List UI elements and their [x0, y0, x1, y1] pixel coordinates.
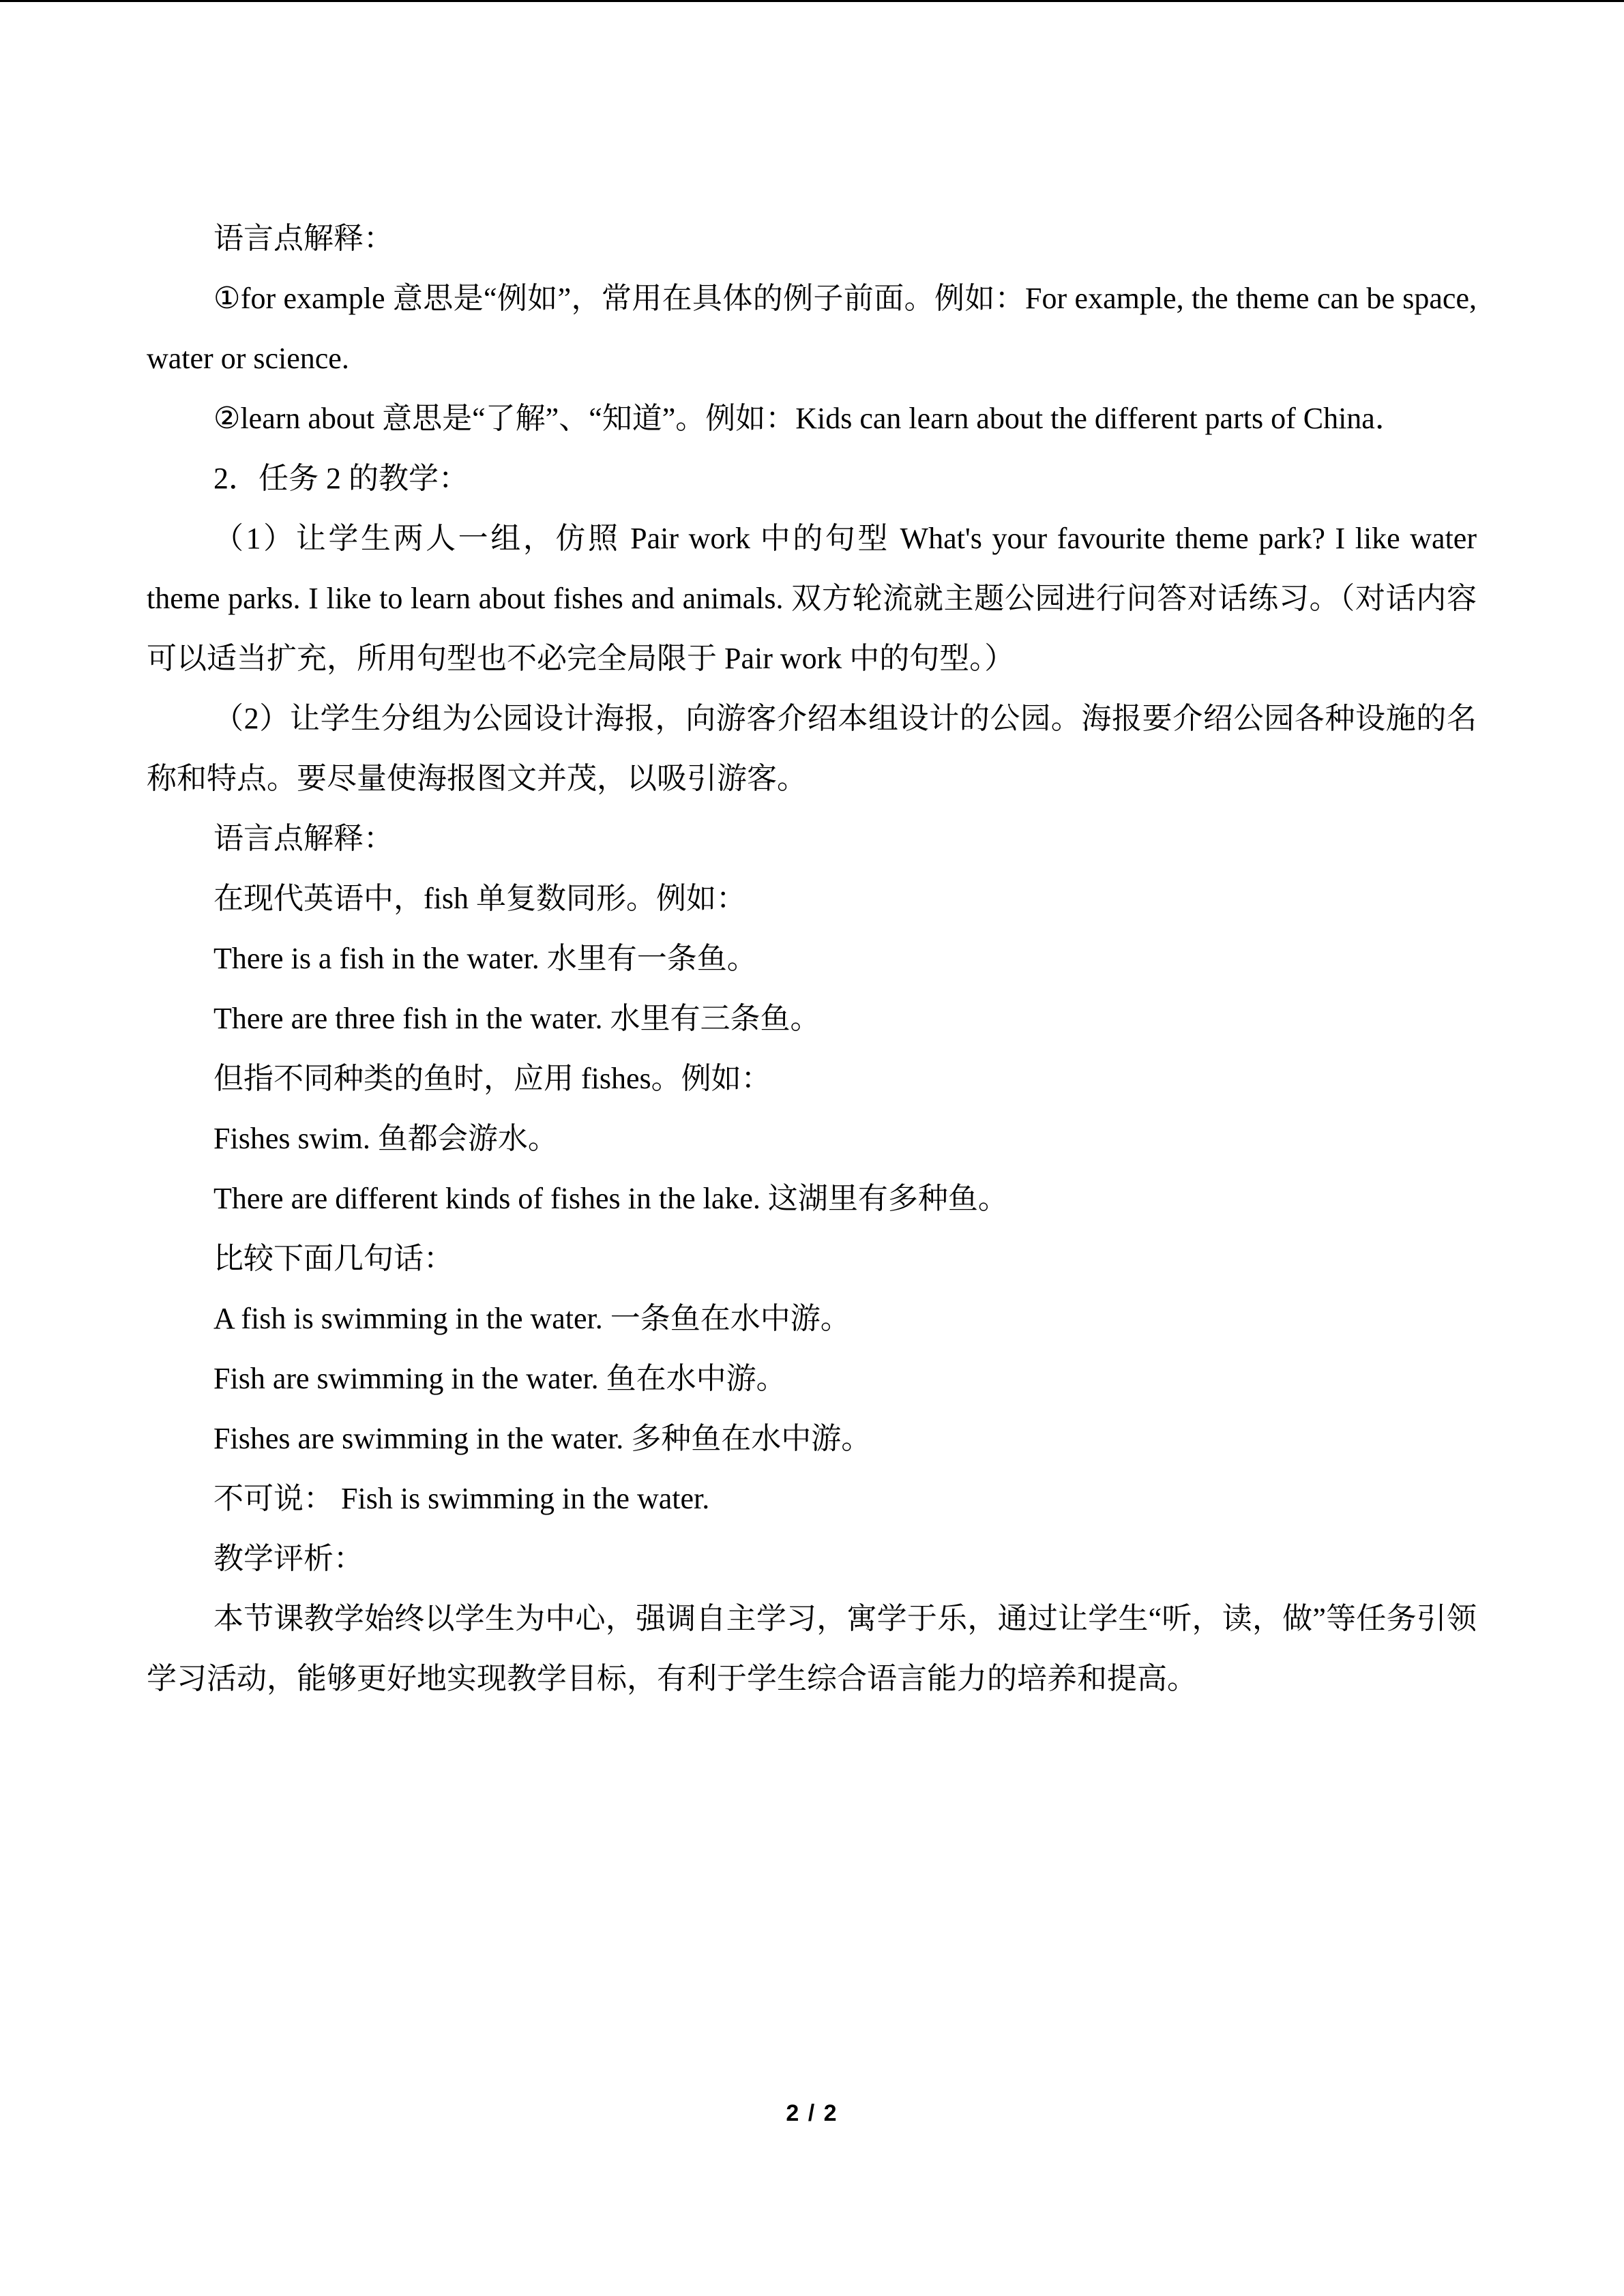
task-2-step-2: （2）让学生分组为公园设计海报，向游客介绍本组设计的公园。海报要介绍公园各种设施的名称和特点。要尽量使海报图文并茂，以吸引游客。 [147, 702, 1477, 795]
page-number: 2 / 2 [786, 2100, 838, 2126]
example-sentence: There are different kinds of fishes in the lake. 这湖里有多种鱼。 [213, 1182, 1008, 1215]
fish-plural-intro: 在现代英语中，fish 单复数同形。例如： [213, 882, 746, 915]
language-point-for-example: ①for example 意思是“例如”，常用在具体的例子前面。例如：For example, the theme can be space, water or science. [147, 282, 1477, 375]
example-sentence: Fishes swim. 鱼都会游水。 [213, 1122, 558, 1155]
top-border-line [0, 0, 1624, 2]
incorrect-usage-note: 不可说： Fish is swimming in the water. [213, 1482, 710, 1515]
example-sentence: There is a fish in the water. 水里有一条鱼。 [213, 942, 757, 975]
section-heading-language-points-2: 语言点解释： [213, 822, 394, 855]
example-sentence: A fish is swimming in the water. 一条鱼在水中游。 [213, 1302, 851, 1335]
task-2-step-1: （1）让学生两人一组，仿照 Pair work 中的句型 What's your favourite theme park? I like water theme parks. I like to learn about fishes and animals. 双方轮流就主题公园进行问答对话练习。（对话内容可以适当扩充，所用句型也不必完全局限于 Pair work 中的句型。） [147, 522, 1477, 675]
section-heading-language-points: 语言点解释： [213, 222, 394, 255]
language-point-learn-about: ②learn about 意思是“了解”、“知道”。例如：Kids can learn about the different parts of China． [213, 402, 1405, 435]
example-sentence: Fishes are swimming in the water. 多种鱼在水中游。 [213, 1422, 872, 1455]
fishes-usage-note: 但指不同种类的鱼时，应用 fishes。例如： [213, 1062, 771, 1095]
teaching-evaluation-text: 本节课教学始终以学生为中心，强调自主学习，寓学于乐，通过让学生“听，读，做”等任务引领学习活动，能够更好地实现教学目标，有利于学生综合语言能力的培养和提高。 [147, 1602, 1477, 1695]
task-2-heading: 2．任务 2 的教学： [213, 462, 469, 495]
example-sentence: Fish are swimming in the water. 鱼在水中游。 [213, 1362, 786, 1395]
teaching-evaluation-heading: 教学评析： [213, 1542, 364, 1575]
compare-heading: 比较下面几句话： [213, 1242, 454, 1275]
document-body [147, 209, 1477, 1709]
example-sentence: There are three fish in the water. 水里有三条鱼。 [213, 1002, 821, 1035]
